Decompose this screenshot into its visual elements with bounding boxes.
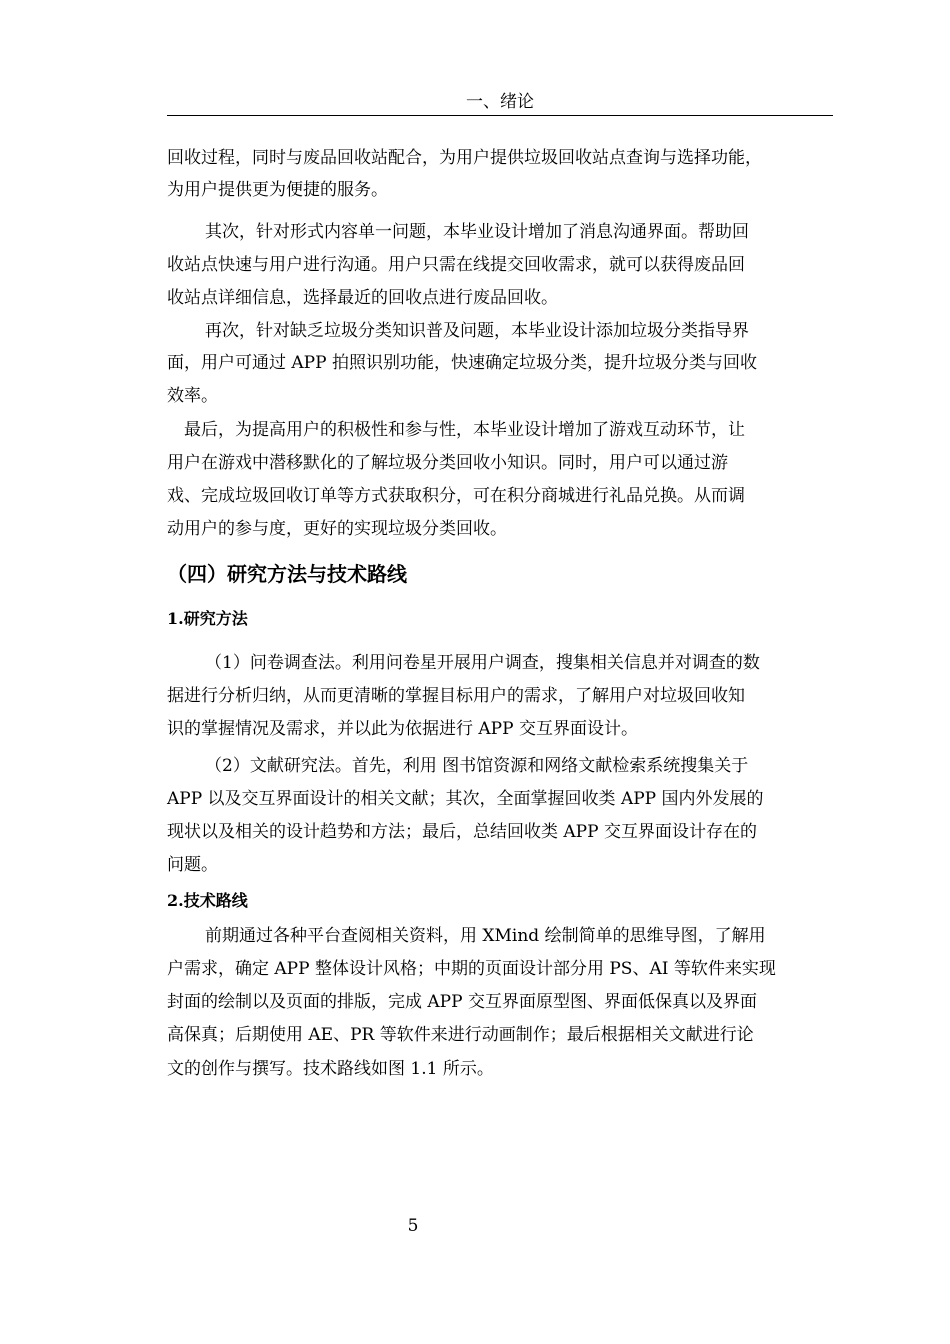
body-line: 用户在游戏中潜移默化的了解垃圾分类回收小知识。同时，用户可以通过游: [167, 453, 728, 473]
body-line: 户需求，确定 APP 整体设计风格；中期的页面设计部分用 PS、AI 等软件来实现: [167, 959, 776, 979]
body-line: 高保真；后期使用 AE、PR 等软件来进行动画制作；最后根据相关文献进行论: [167, 1025, 754, 1045]
page-header-title: 一、绪论: [466, 92, 534, 112]
body-line: 其次，针对形式内容单一问题，本毕业设计增加了消息沟通界面。帮助回: [205, 222, 749, 242]
body-line: 最后，为提高用户的积极性和参与性，本毕业设计增加了游戏互动环节，让: [184, 420, 745, 440]
header-rule: [167, 115, 833, 116]
body-line: 再次，针对缺乏垃圾分类知识普及问题，本毕业设计添加垃圾分类指导界: [205, 321, 749, 341]
body-line: 动用户的参与度，更好的实现垃圾分类回收。: [167, 519, 507, 539]
body-line: APP 以及交互界面设计的相关文献；其次，全面掌握回收类 APP 国内外发展的: [167, 789, 764, 809]
subsection-heading: 2.技术路线: [167, 891, 248, 910]
subsection-heading: 1.研究方法: [167, 609, 248, 628]
body-line: 文的创作与撰写。技术路线如图 1.1 所示。: [167, 1059, 494, 1079]
body-line: 问题。: [167, 855, 218, 875]
body-line: 封面的绘制以及页面的排版，完成 APP 交互界面原型图、界面低保真以及界面: [167, 992, 757, 1012]
body-line: 收站点快速与用户进行沟通。用户只需在线提交回收需求，就可以获得废品回: [167, 255, 745, 275]
page-number: 5: [407, 1216, 419, 1236]
body-line: 识的掌握情况及需求，并以此为依据进行 APP 交互界面设计。: [167, 719, 638, 739]
body-line: （1）问卷调查法。利用问卷星开展用户调查，搜集相关信息并对调查的数: [205, 653, 760, 673]
body-line: 为用户提供更为便捷的服务。: [167, 180, 388, 200]
body-line: 前期通过各种平台查阅相关资料，用 XMind 绘制简单的思维导图，了解用: [205, 926, 766, 946]
section-heading: （四）研究方法与技术路线: [167, 562, 407, 586]
body-line: 效率。: [167, 386, 218, 406]
body-line: 现状以及相关的设计趋势和方法；最后，总结回收类 APP 交互界面设计存在的: [167, 822, 757, 842]
body-line: 收站点详细信息，选择最近的回收点进行废品回收。: [167, 288, 558, 308]
body-line: （2）文献研究法。首先，利用 图书馆资源和网络文献检索系统搜集关于: [205, 756, 749, 776]
body-line: 回收过程，同时与废品回收站配合，为用户提供垃圾回收站点查询与选择功能，: [167, 148, 762, 168]
body-line: 戏、完成垃圾回收订单等方式获取积分，可在积分商城进行礼品兑换。从而调: [167, 486, 745, 506]
body-line: 面，用户可通过 APP 拍照识别功能，快速确定垃圾分类，提升垃圾分类与回收: [167, 353, 757, 373]
body-line: 据进行分析归纳，从而更清晰的掌握目标用户的需求，了解用户对垃圾回收知: [167, 686, 745, 706]
